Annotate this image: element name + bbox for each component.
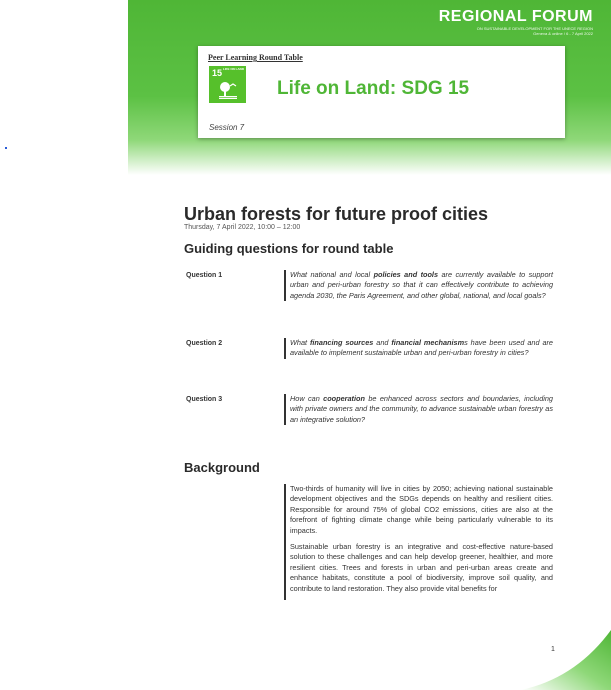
forum-date: Geneva & online / 6 - 7 April 2022	[533, 31, 593, 36]
forum-title: REGIONAL FORUM	[438, 8, 593, 25]
question-1-text: What national and local policies and tools are currently available to support urban and peri-urban forestry so that it can effectively contribute to achieving agenda 2030, the Paris Agreement, and other global, national, and local goals?	[284, 270, 553, 301]
document-page	[128, 0, 611, 690]
background-paragraph-2: Sustainable urban forestry is an integrative and cost-effective nature-based solution to these challenges and can help develop greener, healthier, and more resilient cities. Trees and forests in urban and peri-urban areas create and enhance habitats, constitute a pool of biodiversity, improve soil quality, and contribute to land restoration. They also provide vital benefits for	[290, 542, 553, 593]
forum-logo	[439, 8, 593, 36]
card-label: Peer Learning Round Table	[208, 53, 303, 62]
document-title: Urban forests for future proof cities	[184, 204, 489, 224]
background-paragraph-1: Two-thirds of humanity will live in cities by 2050; achieving national sustainable development objectives and the SDGs depends on healthy and resilient cities. Responsible for around 75% of global CO2 emissions, cities are also at the forefront of fighting climate change while being particularly vulnerable to its impacts.	[290, 484, 553, 535]
sdg15-tile	[209, 66, 246, 103]
header-banner	[128, 0, 611, 175]
question-2-label: Question 2	[186, 340, 223, 347]
tree-icon	[218, 81, 238, 99]
question-3-label: Question 3	[186, 396, 223, 403]
page-number: 1	[551, 646, 555, 653]
sdg-number: 15	[212, 68, 223, 78]
session-label: Session 7	[209, 123, 245, 132]
question-3-text: How can cooperation be enhanced across sectors and boundaries, including with private owners and the community, to advance sustainable urban forestry as an integrative solution?	[284, 394, 553, 425]
forum-subtitle: ON SUSTAINABLE DEVELOPMENT FOR THE UNECE REGION	[476, 26, 593, 31]
sdg-tile-text: LIFE ON LAND	[223, 67, 244, 71]
stray-dot	[5, 147, 7, 149]
question-2-text: What financing sources and financial mechanisms have been used and are available to implement sustainable urban and peri-urban forestry in cities?	[284, 338, 553, 359]
session-card	[198, 46, 565, 138]
question-1-label: Question 1	[186, 272, 223, 279]
questions-heading: Guiding questions for round table	[184, 241, 394, 256]
event-date: Thursday, 7 April 2022, 10:00 – 12:00	[184, 224, 301, 231]
green-corner-decoration	[521, 630, 611, 690]
background-text	[284, 484, 553, 600]
card-title: Life on Land: SDG 15	[277, 78, 470, 99]
background-heading: Background	[184, 460, 260, 475]
